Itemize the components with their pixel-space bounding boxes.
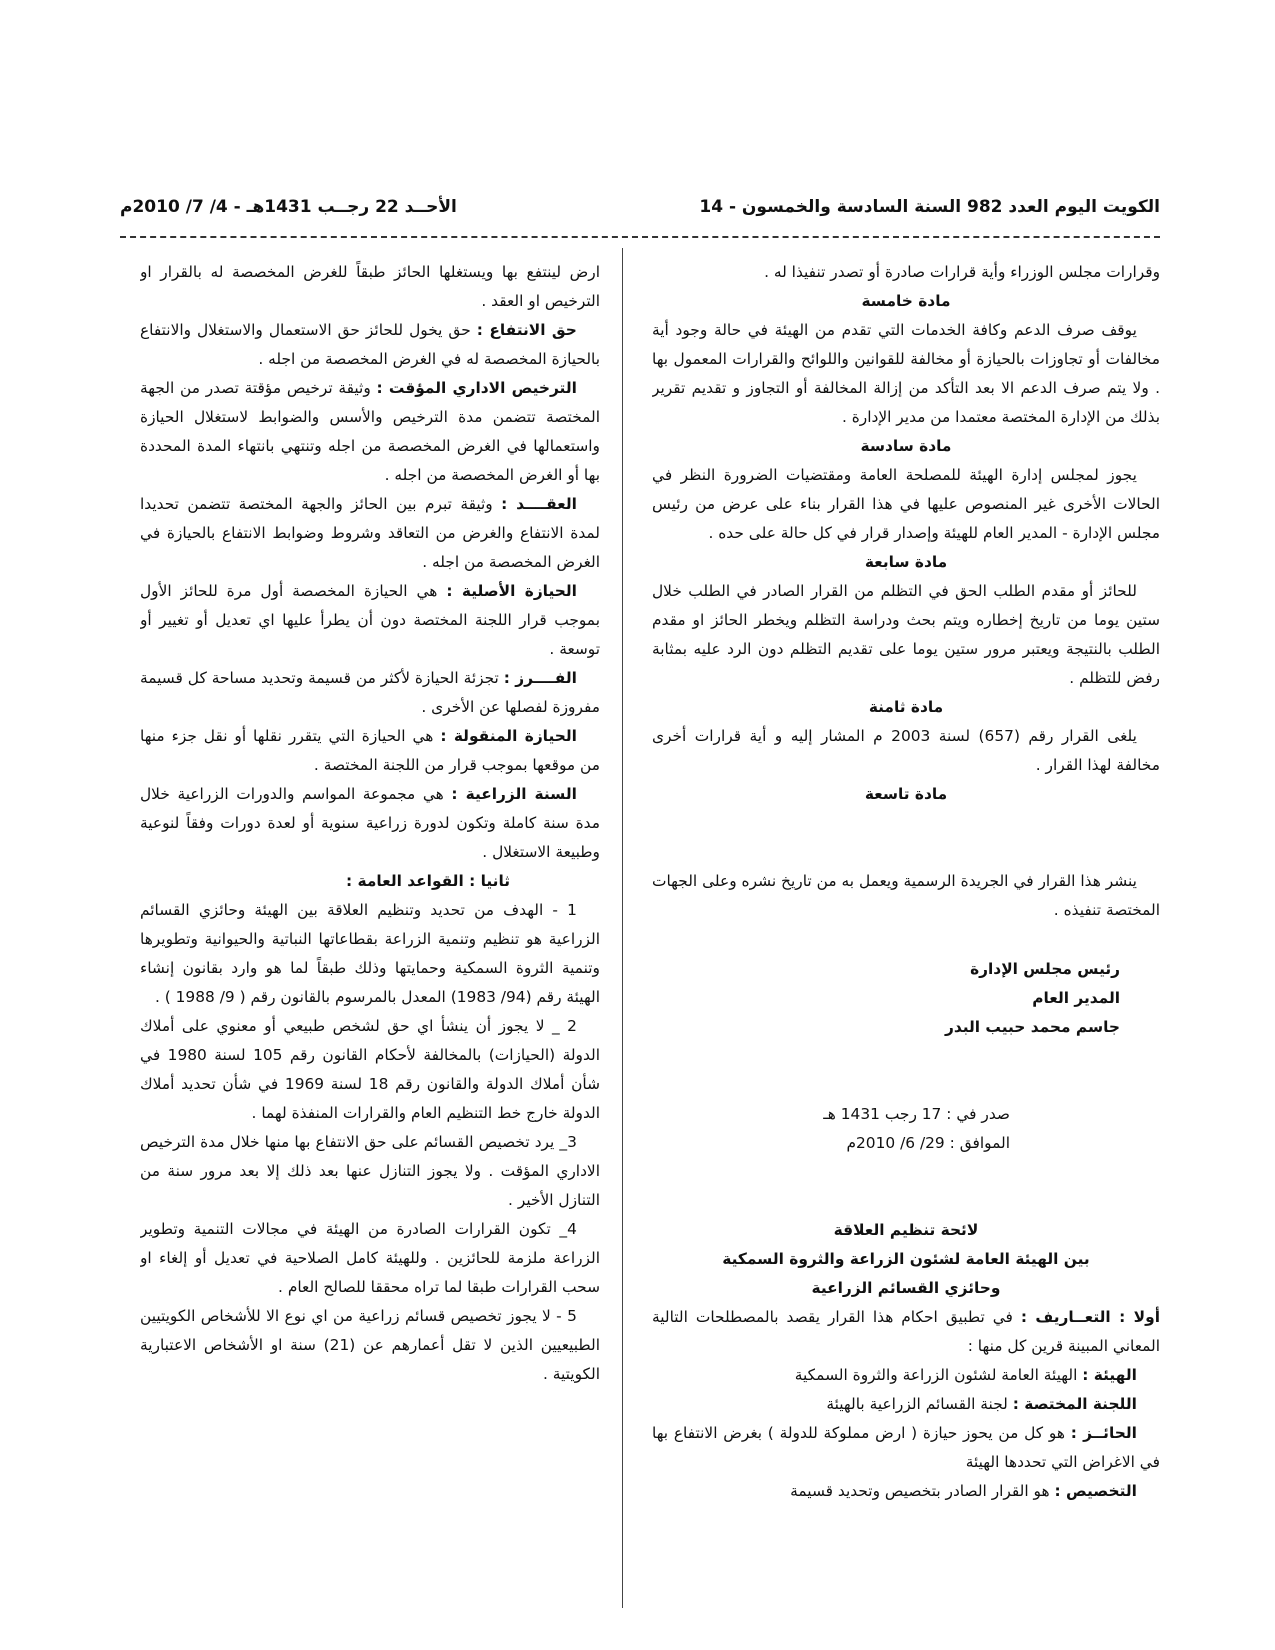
definitions-intro xyxy=(652,1303,1160,1361)
term-label: الفــــرز : xyxy=(503,669,577,687)
definitions-intro-text: في تطبيق احكام هذا القرار يقصد بالمصطلحات التالية المعاني المبينة قرين كل منها : xyxy=(652,1308,1160,1355)
right-column xyxy=(652,258,1160,1618)
rule-3: 3_ يرد تخصيص القسائم على حق الانتفاع بها منها خلال مدة الترخيص الاداري المؤقت . ولا يجوز التنازل عنها بعد ذلك إلا بعد مرور سنة من التنازل الأخير . xyxy=(140,1133,600,1209)
definition-movable-holding xyxy=(140,722,600,780)
term-text: وثيقة تبرم بين الحائز والجهة المختصة تتضمن تحديدا لمدة الانتفاع والغرض من التعاقد وشروط وضوابط الانتفاع بالحيازة في الغرض المخصصة من اجله . xyxy=(140,495,600,571)
term-text: هو كل من يحوز حيازة ( ارض مملوكة للدولة ) بغرض الانتفاع بها في الاغراض التي تحددها الهيئة xyxy=(652,1424,1160,1471)
signature-name: جاسم محمد حبيب البدر xyxy=(944,1018,1120,1036)
term-label: اللجنة المختصة : xyxy=(1012,1395,1137,1413)
general-rules-heading: ثانيا : القواعد العامة : xyxy=(346,872,510,890)
bylaw-title-line-1: لائحة تنظيم العلاقة xyxy=(833,1221,979,1239)
definition-agricultural-year xyxy=(140,780,600,867)
definition-committee xyxy=(652,1390,1160,1419)
left-column xyxy=(140,258,600,1618)
paragraph-intro: وقرارات مجلس الوزراء وأية قرارات صادرة أو تصدر تنفيذا له . xyxy=(764,263,1160,281)
rule-5: 5 - لا يجوز تخصيص قسائم زراعية من اي نوع الا للأشخاص الكويتيين الطبيعيين الذين لا تقل أعمارهم عن (21) سنة او الأشخاص الاعتبارية الكويتية . xyxy=(140,1307,600,1383)
article-8-heading: مادة ثامنة xyxy=(868,698,944,716)
term-text: هي مجموعة المواسم والدورات الزراعية خلال مدة سنة كاملة وتكون لدورة زراعية سنوية أو لعدة دورات وفقاً لنوعية وطبيعة الاستغلال . xyxy=(140,785,600,861)
issued-date: صدر في : 17 رجب 1431 هـ xyxy=(823,1105,1010,1123)
term-text: تجزئة الحيازة لأكثر من قسيمة وتحديد مساحة كل قسيمة مفروزة لفصلها عن الأخرى . xyxy=(140,669,600,716)
corresponding-date: الموافق : 29/ 6/ 2010م xyxy=(846,1134,1010,1152)
term-text: هو القرار الصادر بتخصيص وتحديد قسيمة xyxy=(790,1482,1050,1500)
definition-authority xyxy=(652,1361,1160,1390)
spacer xyxy=(652,1042,1160,1100)
article-5-text: يوقف صرف الدعم وكافة الخدمات التي تقدم من الهيئة في حالة وجود أية مخالفات أو تجاوزات بالحيازة أو مخالفة للقوانين واللوائح والقرارات المعمول بها . ولا يتم صرف الدعم الا بعد التأكد من إزالة المخالفة أو التجاوز و تقديم تقرير بذلك من الإدارة المختصة معتمدا من مدير الإدارة . xyxy=(652,321,1160,426)
article-8-text: يلغى القرار رقم (657) لسنة 2003 م المشار إليه و أية قرارات أخرى مخالفة لهذا القرار . xyxy=(652,727,1160,774)
article-7-heading: مادة سابعة xyxy=(864,553,948,571)
term-text: هي الحيازة التي يتقرر نقلها أو نقل جزء منها من موقعها بموجب قرار من اللجنة المختصة . xyxy=(140,727,600,774)
article-9-heading: مادة تاسعة xyxy=(864,785,948,803)
article-5-heading: مادة خامسة xyxy=(861,292,951,310)
article-6-heading: مادة سادسة xyxy=(860,437,952,455)
bylaw-title-line-3: وحائزي القسائم الزراعية xyxy=(811,1279,1001,1297)
article-9-text: ينشر هذا القرار في الجريدة الرسمية ويعمل به من تاريخ نشره وعلى الجهات المختصة تنفيذه . xyxy=(652,872,1160,919)
definition-usufruct xyxy=(140,316,600,374)
article-7-text: للحائز أو مقدم الطلب الحق في التظلم من القرار الصادر في الطلب خلال ستين يوما من تاريخ إخطاره ويتم بحث ودراسة التظلم ويخطر الحائز او مقدم الطلب بالنتيجة ويعتبر مرور ستين يوما على تقديم التظلم دون الرد عليه بمثابة رفض للتظلم . xyxy=(652,582,1160,687)
signature-title-director: المدير العام xyxy=(1032,989,1120,1007)
definition-holder xyxy=(652,1419,1160,1477)
term-label: الترخيص الاداري المؤقت : xyxy=(376,379,577,397)
spacer xyxy=(652,925,1160,955)
rule-2: 2 _ لا يجوز أن ينشأ اي حق لشخص طبيعي أو معنوي على أملاك الدولة (الحيازات) بالمخالفة لأحكام القانون رقم 105 لسنة 1980 في شأن أملاك الدولة والقانون رقم 18 لسنة 1969 في شأن تحديد أملاك الدولة خارج خط التنظيم العام والقرارات المنفذة لهما . xyxy=(140,1017,600,1122)
rule-1: 1 - الهدف من تحديد وتنظيم العلاقة بين الهيئة وحائزي القسائم الزراعية هو تنظيم وتنمية الزراعة بقطاعاتها النباتية والحيوانية وتطويرها وتنمية الثروة السمكية وحمايتها وذلك طبقاً لما هو وارد بقانون إنشاء الهيئة رقم (94/ 1983) المعدل بالمرسوم بالقانون رقم ( 9/ 1988 ) . xyxy=(140,901,600,1006)
definition-contract xyxy=(140,490,600,577)
spacer xyxy=(652,809,1160,867)
definition-allocation xyxy=(652,1477,1160,1506)
bylaw-title-line-2: بين الهيئة العامة لشئون الزراعة والثروة السمكية xyxy=(722,1250,1090,1268)
term-text: الهيئة العامة لشئون الزراعة والثروة السمكية xyxy=(794,1366,1078,1384)
paragraph-continuation: ارض لينتفع بها ويستغلها الحائز طبقاً للغرض المخصصة له بالقرار او الترخيص او العقد . xyxy=(140,263,600,310)
header-issue-info: الكويت اليوم العدد 982 السنة السادسة والخمسون - 14 xyxy=(699,197,1160,217)
spacer xyxy=(652,1158,1160,1216)
term-label: الحائــز : xyxy=(1070,1424,1137,1442)
term-label: الهيئة : xyxy=(1082,1366,1137,1384)
term-text: حق يخول للحائز حق الاستعمال والاستغلال والانتفاع بالحيازة المخصصة له في الغرض المخصصة من اجله . xyxy=(140,321,600,368)
signature-title-chairman: رئيس مجلس الإدارة xyxy=(970,960,1120,978)
term-label: حق الانتفاع : xyxy=(476,321,577,339)
term-label: الحيازة المنقولة : xyxy=(440,727,577,745)
definition-license xyxy=(140,374,600,490)
term-label: الحيازة الأصلية : xyxy=(446,582,577,600)
column-divider xyxy=(622,248,623,1608)
term-label: التخصيص : xyxy=(1054,1482,1137,1500)
definition-original-holding xyxy=(140,577,600,664)
header-rule xyxy=(120,236,1160,238)
definitions-label: أولا : التعــاريف : xyxy=(1020,1308,1160,1326)
article-6-text: يجوز لمجلس إدارة الهيئة للمصلحة العامة ومقتضيات الضرورة النظر في الحالات الأخرى غير المنصوص عليها في هذا القرار بناء على عرض من رئيس مجلس الإدارة - المدير العام للهيئة وإصدار قرار في كل حالة على حده . xyxy=(652,466,1160,542)
term-text: وثيقة ترخيص مؤقتة تصدر من الجهة المختصة تتضمن مدة الترخيص والأسس والضوابط لاستغلال الحيازة واستعمالها في الغرض المخصصة من اجله وتنتهي بانتهاء المدة المحددة بها أو الغرض المخصصة من اجله . xyxy=(140,379,600,484)
term-text: هي الحيازة المخصصة أول مرة للحائز الأول بموجب قرار اللجنة المختصة دون أن يطرأ عليها اي تعديل أو تغيير أو توسعة . xyxy=(140,582,600,658)
rule-4: 4_ تكون القرارات الصادرة من الهيئة في مجالات التنمية وتطوير الزراعة ملزمة للحائزين . وللهيئة كامل الصلاحية في تعديل أو إلغاء او سحب القرارات طبقا لما تراه محققا للصالح العام . xyxy=(140,1220,600,1296)
term-text: لجنة القسائم الزراعية بالهيئة xyxy=(826,1395,1008,1413)
definition-partition xyxy=(140,664,600,722)
term-label: السنة الزراعية : xyxy=(451,785,577,803)
page-header xyxy=(120,192,1160,222)
header-date: الأحــد 22 رجــب 1431هـ - 4/ 7/ 2010م xyxy=(120,197,457,217)
term-label: العقــــد : xyxy=(501,495,577,513)
